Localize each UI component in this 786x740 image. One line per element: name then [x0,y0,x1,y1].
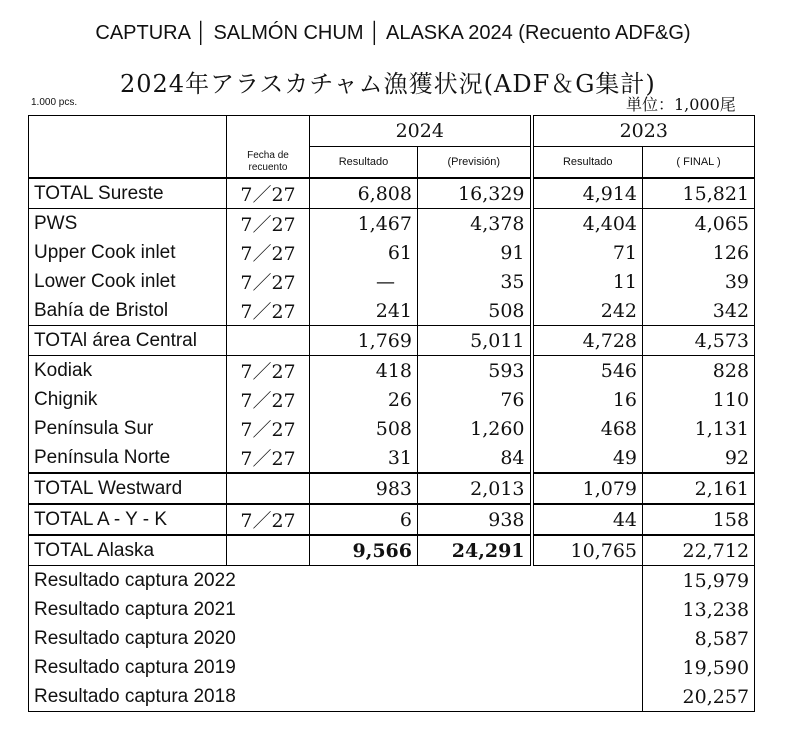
row-resultado-2023: 4,914 [532,178,643,209]
history-value: 15,979 [643,566,755,596]
row-date: 7／27 [227,267,310,296]
page-title: CAPTURA │ SALMÓN CHUM │ ALASKA 2024 (Recuento ADF&G) [95,22,691,44]
row-resultado-2024: 1,769 [310,326,418,356]
row-prevision-2024: 84 [418,443,532,473]
header-year-2023: 2023 [532,116,755,147]
row-date: 7／27 [227,209,310,239]
table-row [29,385,755,414]
row-label: TOTAL Alaska [29,535,227,566]
row-date [227,326,310,356]
row-resultado-2023: 1,079 [532,473,643,504]
row-resultado-2024: 1,467 [310,209,418,239]
row-date: 7／27 [227,296,310,326]
table-row [29,504,755,535]
row-final-2023: 92 [643,443,755,473]
row-date [227,473,310,504]
row-resultado-2024: 241 [310,296,418,326]
history-value: 13,238 [643,595,755,624]
table-row [29,414,755,443]
row-final-2023: 15,821 [643,178,755,209]
row-final-2023: 1,131 [643,414,755,443]
table-row [29,178,755,209]
row-label: Península Sur [29,414,227,443]
row-final-2023: 158 [643,504,755,535]
header-blank-cell [29,116,227,179]
row-resultado-2023: 71 [532,238,643,267]
history-row [29,624,755,653]
row-final-2023: 828 [643,356,755,386]
row-resultado-2024: 61 [310,238,418,267]
row-date: 7／27 [227,385,310,414]
history-label: Resultado captura 2021 [29,595,643,624]
row-resultado-2023: 4,404 [532,209,643,239]
row-prevision-2024: 16,329 [418,178,532,209]
history-row [29,566,755,596]
header-row-years [29,116,755,147]
row-resultado-2024: 6,808 [310,178,418,209]
row-resultado-2023: 546 [532,356,643,386]
table-row [29,209,755,239]
row-resultado-2023: 44 [532,504,643,535]
row-resultado-2023: 11 [532,267,643,296]
table-row [29,267,755,296]
row-label: Upper Cook inlet [29,238,227,267]
row-date: 7／27 [227,414,310,443]
row-final-2023: 342 [643,296,755,326]
history-label: Resultado captura 2020 [29,624,643,653]
row-date: 7／27 [227,178,310,209]
row-date: 7／27 [227,356,310,386]
row-prevision-2024: 91 [418,238,532,267]
history-row [29,595,755,624]
units-label-left: 1.000 pcs. [31,97,78,108]
row-prevision-2024: 35 [418,267,532,296]
row-resultado-2024: 9,566 [310,535,418,566]
row-resultado-2024: 26 [310,385,418,414]
table-row [29,296,755,326]
history-label: Resultado captura 2022 [29,566,643,596]
history-row [29,653,755,682]
header-resultado-2023: Resultado [532,147,643,179]
row-date: 7／27 [227,443,310,473]
row-final-2023: 39 [643,267,755,296]
row-resultado-2023: 49 [532,443,643,473]
table-row [29,535,755,566]
row-label: Chignik [29,385,227,414]
history-value: 20,257 [643,682,755,712]
table-row [29,326,755,356]
row-resultado-2023: 468 [532,414,643,443]
row-final-2023: 2,161 [643,473,755,504]
header-blank-cell [227,116,310,147]
row-final-2023: 110 [643,385,755,414]
row-prevision-2024: 2,013 [418,473,532,504]
row-resultado-2023: 242 [532,296,643,326]
row-resultado-2024: 418 [310,356,418,386]
history-value: 8,587 [643,624,755,653]
history-value: 19,590 [643,653,755,682]
row-resultado-2024: 6 [310,504,418,535]
row-label: TOTAL Westward [29,473,227,504]
row-label: PWS [29,209,227,239]
history-label: Resultado captura 2018 [29,682,643,712]
table-row [29,473,755,504]
row-prevision-2024: 593 [418,356,532,386]
row-final-2023: 4,573 [643,326,755,356]
japanese-title: 2024年アラスカチャム漁獲状況(ADF＆G集計) [120,70,656,98]
row-resultado-2024: 31 [310,443,418,473]
row-final-2023: 126 [643,238,755,267]
row-prevision-2024: 1,260 [418,414,532,443]
row-prevision-2024: 24,291 [418,535,532,566]
table-row [29,238,755,267]
row-resultado-2023: 16 [532,385,643,414]
row-label: TOTAL Sureste [29,178,227,209]
history-row [29,682,755,712]
header-prevision-2024: (Previsión) [418,147,532,179]
catch-table [28,115,755,712]
row-final-2023: 4,065 [643,209,755,239]
table-row [29,356,755,386]
units-label-right: 単位：1,000尾 [626,95,736,114]
row-date [227,535,310,566]
row-label: TOTAl área Central [29,326,227,356]
row-label: TOTAL A - Y - K [29,504,227,535]
row-label: Bahía de Bristol [29,296,227,326]
history-label: Resultado captura 2019 [29,653,643,682]
row-label: Lower Cook inlet [29,267,227,296]
row-resultado-2024: 983 [310,473,418,504]
row-resultado-2023: 10,765 [532,535,643,566]
row-date: 7／27 [227,238,310,267]
row-prevision-2024: 508 [418,296,532,326]
header-year-2024: 2024 [310,116,532,147]
header-final-2023: ( FINAL ) [643,147,755,179]
row-prevision-2024: 5,011 [418,326,532,356]
row-date: 7／27 [227,504,310,535]
row-prevision-2024: 938 [418,504,532,535]
row-final-2023: 22,712 [643,535,755,566]
row-label: Península Norte [29,443,227,473]
row-label: Kodiak [29,356,227,386]
row-resultado-2024: — [310,267,418,296]
header-resultado-2024: Resultado [310,147,418,179]
row-resultado-2023: 4,728 [532,326,643,356]
row-resultado-2024: 508 [310,414,418,443]
row-prevision-2024: 76 [418,385,532,414]
table-row [29,443,755,473]
header-fecha: Fecha de recuento [227,147,310,179]
row-prevision-2024: 4,378 [418,209,532,239]
